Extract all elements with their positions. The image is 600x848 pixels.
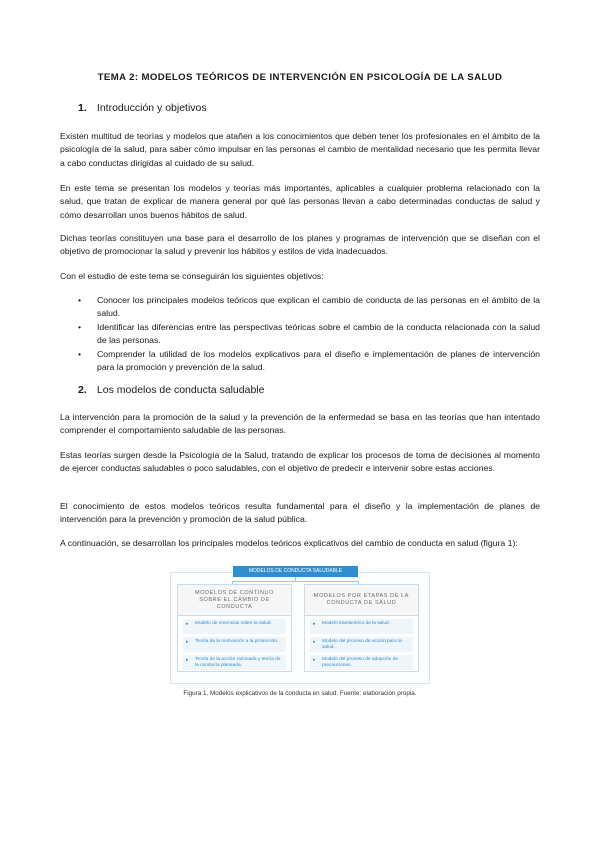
column-title: MODELOS DE CONTINUO SOBRE EL CAMBIO DE CONDUCTA [178,585,291,616]
paragraph: A continuación, se desarrollan los principales modelos teóricos explicativos del cambio de conducta en salud (figura 1): [60,538,518,548]
diagram-item: ▸ Modelo del proceso de acción para la salud. [310,637,413,652]
bullet-icon: • [78,295,82,305]
paragraph: La intervención para la promoción de la salud y la prevención de la enfermedad se basa en las teorías que han intentado comprender el comportamiento saludable de las personas. [60,412,540,436]
diagram-item: ▸ Teoría de la acción razonada y teoría de la conducta planeada. [183,655,286,670]
section-heading-2 [78,384,264,396]
list-item: • Conocer los principales modelos teóricos que explican el cambio de conducta de las personas en el ámbito de la salud. [78,295,540,318]
bullet-icon: • [78,349,82,360]
arrow-right-icon: ▸ [186,621,189,627]
list-item: • Identificar las diferencias entre las perspectivas teóricas sobre el cambio de la conducta relacionada con la salud de las personas. [78,322,540,345]
list-item: • Comprender la utilidad de los modelos explicativos para el diseño e implementación de planes de intervención para la promoción y prevención de la salud. [78,349,540,372]
paragraph: Con el estudio de este tema se conseguirán los siguientes objetivos: [60,271,324,281]
diagram-item: ▸ Modelo de creencias sobre la salud. [183,619,286,634]
column-title: MODELOS POR ETAPAS DE LA CONDUCTA DE SALUD [305,585,418,616]
arrow-right-icon: ▸ [186,657,189,663]
paragraph: Existen multitud de teorías y modelos que atañen a los conocimientos que deben tener los profesionales en el ámbito de la psicología de la salud, para saber cómo impulsar en las personas el cambio de mentalidad necesario que les permita llevar a cabo conductas dirigidas al cuidado de su salud. [60,131,540,168]
bullet-icon: • [78,322,82,333]
objectives-list [60,294,540,376]
section-heading-1 [78,102,207,114]
paragraph: En este tema se presentan los modelos y teorías más importantes, aplicables a cualquier problema relacionado con la salud, que tratan de explicar de manera general por qué las personas llevan a cabo determinadas conductas de salud y cómo desarrollan unos buenos hábitos de salud. [60,183,540,220]
diagram-item: ▸ Teoría de la motivación a la protección. [183,637,286,652]
diagram-column-right [304,584,419,672]
arrow-right-icon: ▸ [186,639,189,645]
diagram-item: ▸ Modelo transteórico de la salud. [310,619,413,634]
paragraph: El conocimiento de estos modelos teóricos resulta fundamental para el diseño y la implementación de planes de intervención para la prevención y promoción de la salud pública. [60,501,540,525]
figure-diagram [170,566,430,686]
section-number: 1. [78,102,87,114]
diagram-column-left [177,584,292,672]
section-title: Los modelos de conducta saludable [96,384,265,396]
arrow-right-icon: ▸ [313,657,316,663]
figure-caption: Figura 1. Modelos explicativos de la conducta en salud. Fuente: elaboración propia. [183,690,417,697]
section-number: 2. [78,384,87,396]
paragraph: Dichas teorías constituyen una base para el desarrollo de los planes y programas de intervención que se diseñan con el objetivo de promocionar la salud y prevenir los hábitos y estilos de vida inadecuados. [60,233,540,257]
diagram-header: MODELOS DE CONDUCTA SALUDABLE [233,566,358,577]
connector-line [232,581,359,582]
arrow-right-icon: ▸ [313,639,316,645]
diagram-item: ▸ Modelo del proceso de adopción de precauciones. [310,655,413,670]
paragraph: Estas teorías surgen desde la Psicología de la Salud, tratando de explicar los procesos de toma de decisiones al momento de ejercer conductas saludables o poco saludables, con el objetivo de predecir e intervenir sobre estas acciones. [60,450,540,474]
arrow-right-icon: ▸ [313,621,316,627]
document-title: TEMA 2: MODELOS TEÓRICOS DE INTERVENCIÓN EN PSICOLOGÍA DE LA SALUD [97,72,503,83]
section-title: Introducción y objetivos [96,102,207,114]
